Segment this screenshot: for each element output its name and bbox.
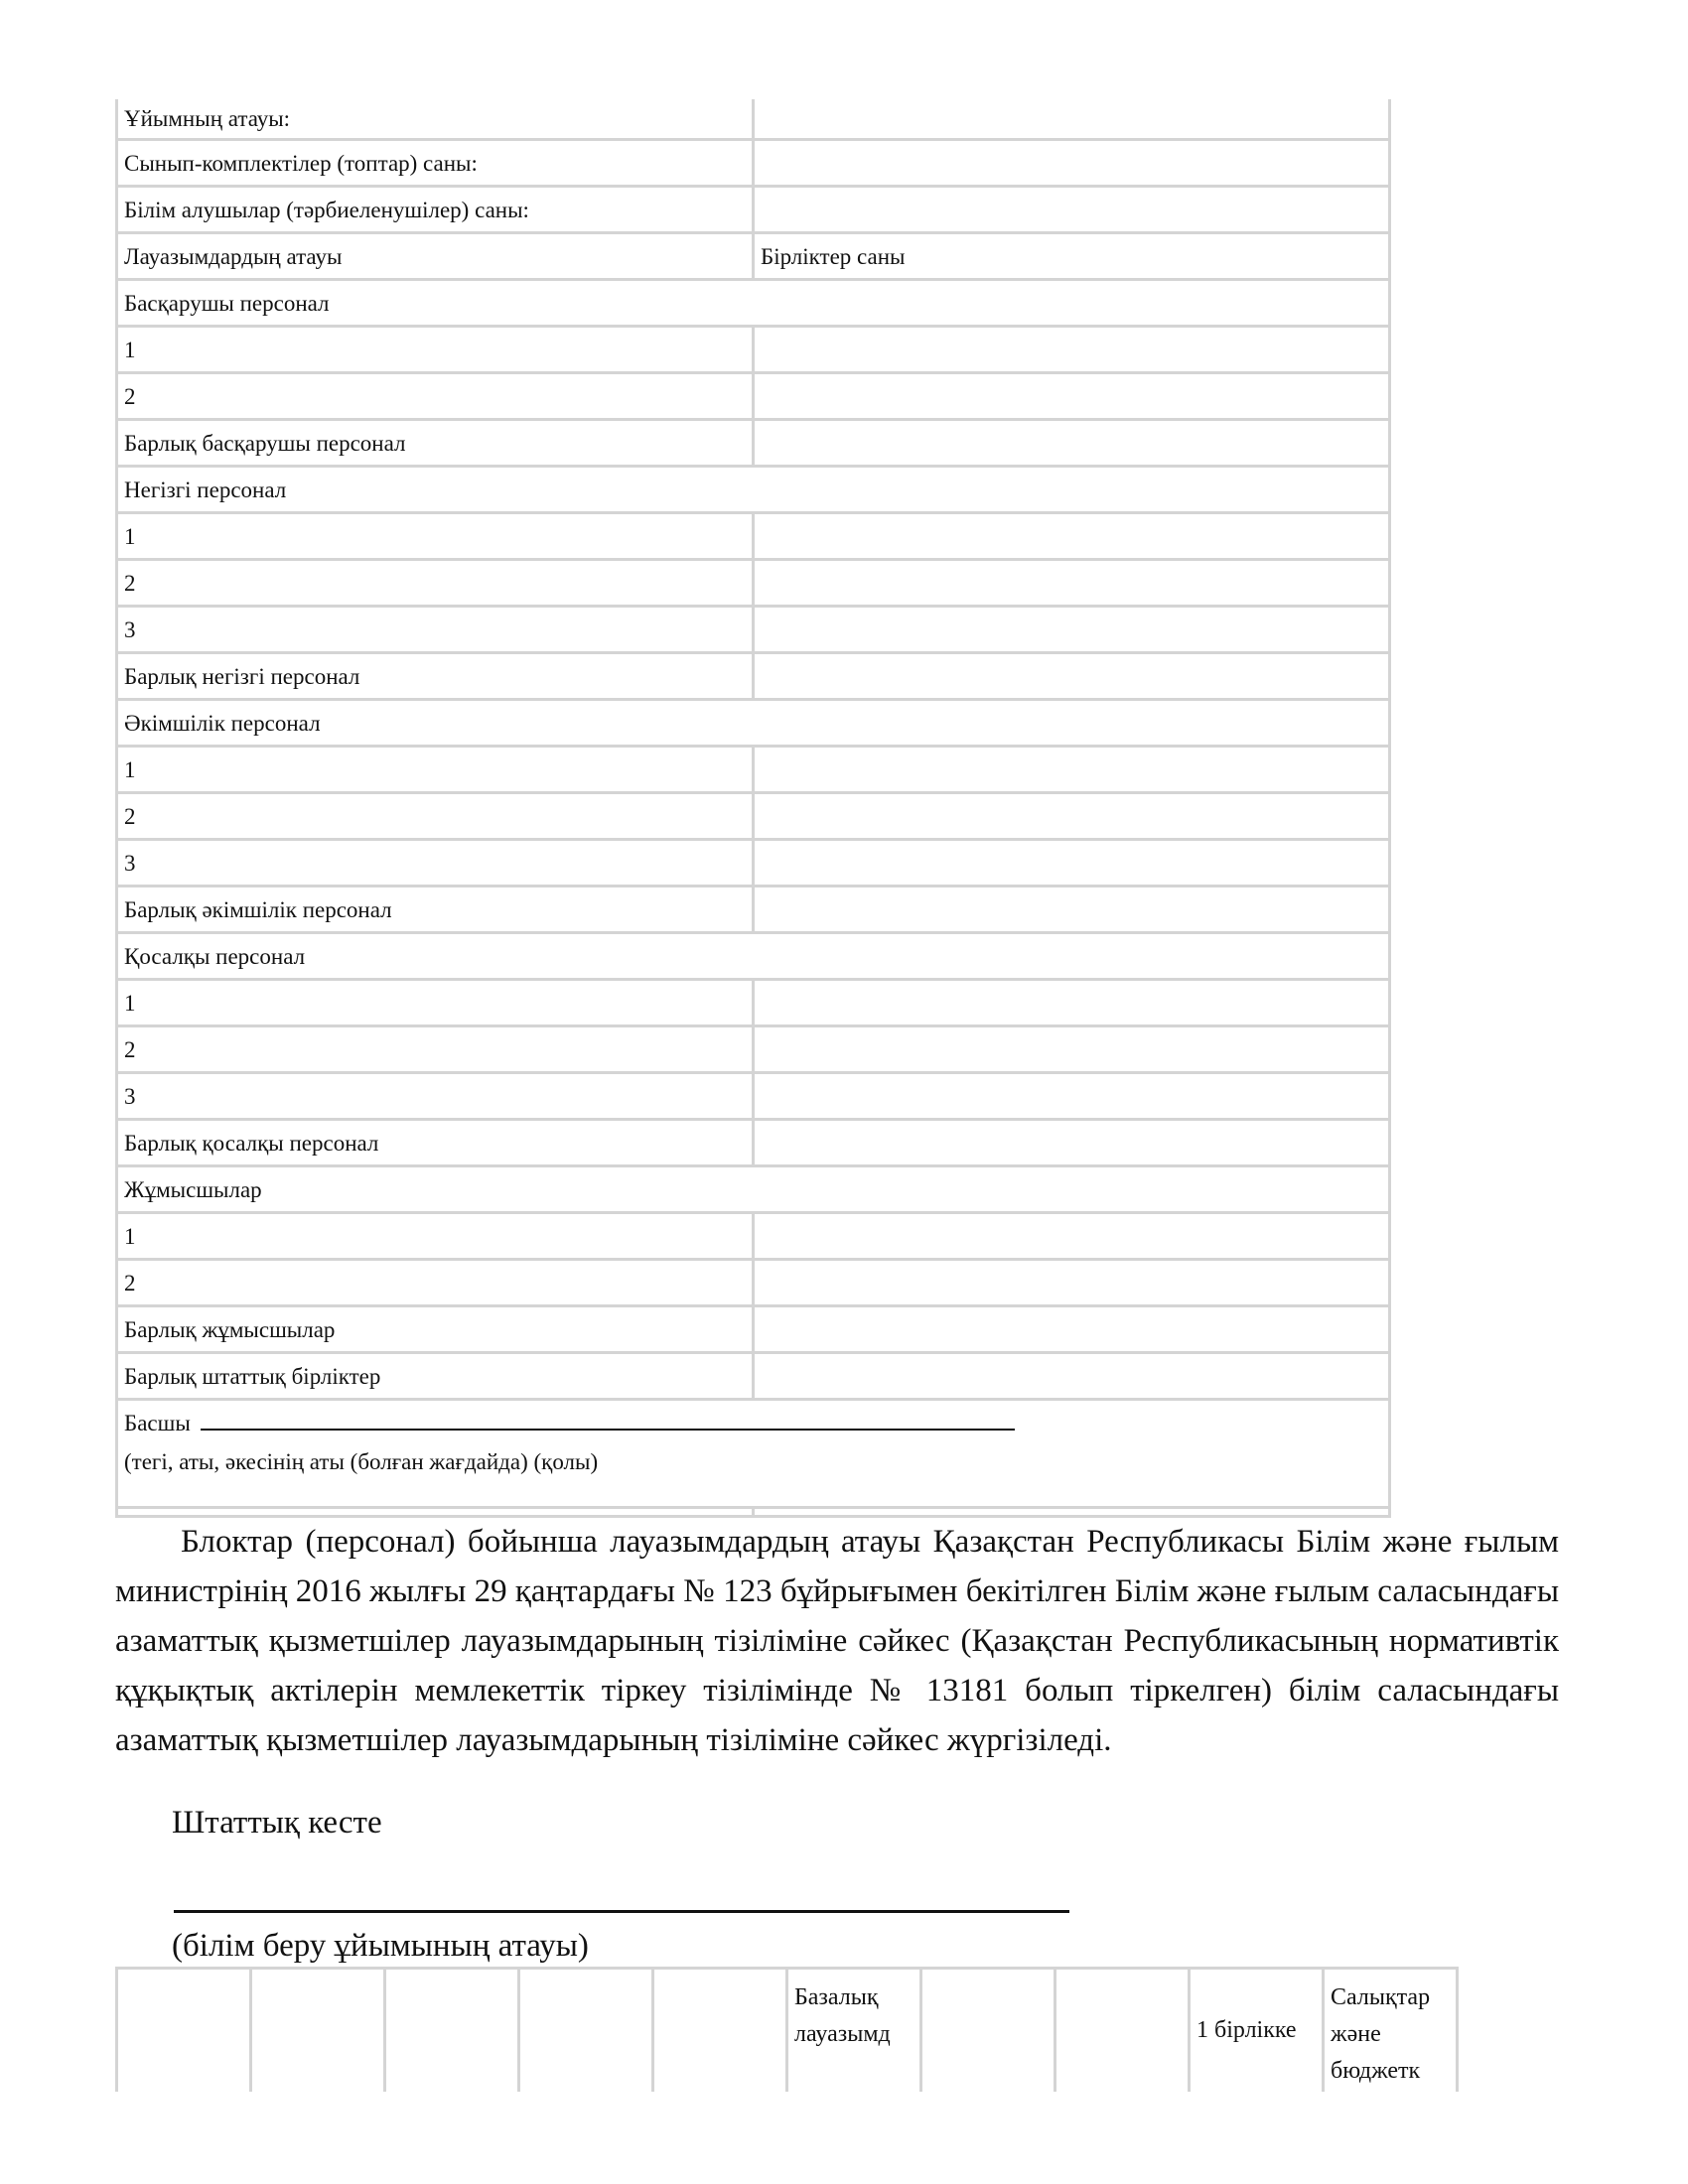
table-row xyxy=(117,187,1390,233)
column-header-position-name: Лауазымдардың атауы xyxy=(117,233,754,280)
value-cell[interactable] xyxy=(754,980,1390,1026)
value-cell[interactable] xyxy=(754,653,1390,700)
table-row xyxy=(117,1120,1390,1166)
organization-name-caption: (білім беру ұйымының атауы) xyxy=(172,1928,589,1964)
row-label: 2 xyxy=(117,560,754,607)
section-row xyxy=(117,467,1390,513)
table-header-row xyxy=(117,1969,1458,2093)
organization-name-blank-line[interactable] xyxy=(174,1910,1069,1913)
signature-caption: (тегі, аты, әкесінің аты (болған жағдайда) (қолы) xyxy=(124,1449,599,1474)
row-label: Барлық негізгі персонал xyxy=(117,653,754,700)
table-row xyxy=(117,607,1390,653)
section-row xyxy=(117,700,1390,747)
row-label: Білім алушылар (тәрбиеленушілер) саны: xyxy=(117,187,754,233)
section-row xyxy=(117,933,1390,980)
value-cell[interactable] xyxy=(754,1353,1390,1400)
section-label: Қосалқы персонал xyxy=(117,933,1390,980)
section-label: Басқарушы персонал xyxy=(117,280,1390,327)
table-row xyxy=(117,373,1390,420)
header-cell xyxy=(385,1969,519,2093)
staff-schedule-title: Штаттық кесте xyxy=(172,1805,382,1841)
table-row xyxy=(117,560,1390,607)
head-label: Басшы xyxy=(124,1411,191,1435)
section-row xyxy=(117,1166,1390,1213)
value-cell[interactable] xyxy=(754,1120,1390,1166)
row-label: 2 xyxy=(117,373,754,420)
value-cell[interactable] xyxy=(754,747,1390,793)
section-label: Әкімшілік персонал xyxy=(117,700,1390,747)
header-cell-per-unit: 1 бірлікке xyxy=(1190,1969,1324,2093)
value-cell[interactable] xyxy=(754,327,1390,373)
header-cell xyxy=(519,1969,653,2093)
row-label: 2 xyxy=(117,1026,754,1073)
value-cell[interactable] xyxy=(754,840,1390,887)
row-label: 1 xyxy=(117,1213,754,1260)
table-row xyxy=(117,840,1390,887)
header-cell xyxy=(117,1969,251,2093)
table-row xyxy=(117,793,1390,840)
row-label: 3 xyxy=(117,1073,754,1120)
row-label: 3 xyxy=(117,840,754,887)
column-header-unit-count: Бірліктер саны xyxy=(754,233,1390,280)
table-row xyxy=(117,420,1390,467)
table-row xyxy=(117,1213,1390,1260)
table-row xyxy=(117,653,1390,700)
section-row xyxy=(117,280,1390,327)
signature-cell xyxy=(117,1400,1390,1508)
value-cell[interactable] xyxy=(754,1306,1390,1353)
value-cell[interactable] xyxy=(754,420,1390,467)
empty-cell xyxy=(754,1508,1390,1517)
row-label: 2 xyxy=(117,793,754,840)
row-label: Барлық жұмысшылар xyxy=(117,1306,754,1353)
header-cell xyxy=(921,1969,1055,2093)
table-row xyxy=(117,1353,1390,1400)
row-label: Сынып-комплектілер (топтар) саны: xyxy=(117,140,754,187)
row-label: Барлық штаттық бірліктер xyxy=(117,1353,754,1400)
value-cell[interactable] xyxy=(754,560,1390,607)
signature-row xyxy=(117,1400,1390,1508)
table-row xyxy=(117,1306,1390,1353)
staff-schedule-table xyxy=(115,1967,1459,2092)
table-row xyxy=(117,747,1390,793)
signature-blank-line[interactable] xyxy=(201,1411,1015,1431)
table-row xyxy=(117,513,1390,560)
header-cell xyxy=(1055,1969,1190,2093)
value-cell[interactable] xyxy=(754,1213,1390,1260)
value-cell[interactable] xyxy=(754,1026,1390,1073)
empty-cell xyxy=(117,1508,754,1517)
header-cell-taxes xyxy=(1324,1969,1458,2093)
value-cell[interactable] xyxy=(754,187,1390,233)
section-label: Негізгі персонал xyxy=(117,467,1390,513)
staffing-form-table xyxy=(115,99,1391,1518)
table-row xyxy=(117,1073,1390,1120)
value-cell[interactable] xyxy=(754,99,1390,140)
row-label: 3 xyxy=(117,607,754,653)
row-label: Барлық басқарушы персонал xyxy=(117,420,754,467)
value-cell[interactable] xyxy=(754,793,1390,840)
header-cell xyxy=(251,1969,385,2093)
value-cell[interactable] xyxy=(754,887,1390,933)
table-row xyxy=(117,140,1390,187)
table-row xyxy=(117,327,1390,373)
header-cell xyxy=(653,1969,787,2093)
value-cell[interactable] xyxy=(754,140,1390,187)
value-cell[interactable] xyxy=(754,1260,1390,1306)
header-cell-base-position: Базалық лауазымд xyxy=(787,1969,921,2093)
table-row xyxy=(117,1260,1390,1306)
value-cell[interactable] xyxy=(754,1073,1390,1120)
row-label: Ұйымның атауы: xyxy=(117,99,754,140)
value-cell[interactable] xyxy=(754,373,1390,420)
trailing-empty-row xyxy=(117,1508,1390,1517)
section-label: Жұмысшылар xyxy=(117,1166,1390,1213)
header-cell-taxes-text: Салықтар және бюджетк xyxy=(1331,1984,1431,2084)
value-cell[interactable] xyxy=(754,607,1390,653)
table-row xyxy=(117,980,1390,1026)
regulation-paragraph: Блоктар (персонал) бойынша лауазымдардың атауы Қазақстан Республикасы Білім және ғылым министрінің 2016 жылғы 29 қаңтардағы № 123 бұйрығымен бекітілген Білім және ғылым саласындағы азаматтық қызметшілер лауазымдарының тізіліміне сәйкес (Қазақстан Республикасының нормативтік құқықтық актілерін мемлекеттік тіркеу тізілімінде № 13181 болып тіркелген) білім саласындағы азаматтық қызметшілер лауазымдарының тізіліміне сәйкес жүргізіледі. xyxy=(115,1524,1559,1758)
row-label: 2 xyxy=(117,1260,754,1306)
value-cell[interactable] xyxy=(754,513,1390,560)
row-label: 1 xyxy=(117,513,754,560)
row-label: Барлық әкімшілік персонал xyxy=(117,887,754,933)
table-row xyxy=(117,99,1390,140)
table-row xyxy=(117,887,1390,933)
row-label: 1 xyxy=(117,980,754,1026)
table-row xyxy=(117,1026,1390,1073)
row-label: Барлық қосалқы персонал xyxy=(117,1120,754,1166)
row-label: 1 xyxy=(117,327,754,373)
row-label: 1 xyxy=(117,747,754,793)
table-header-row xyxy=(117,233,1390,280)
